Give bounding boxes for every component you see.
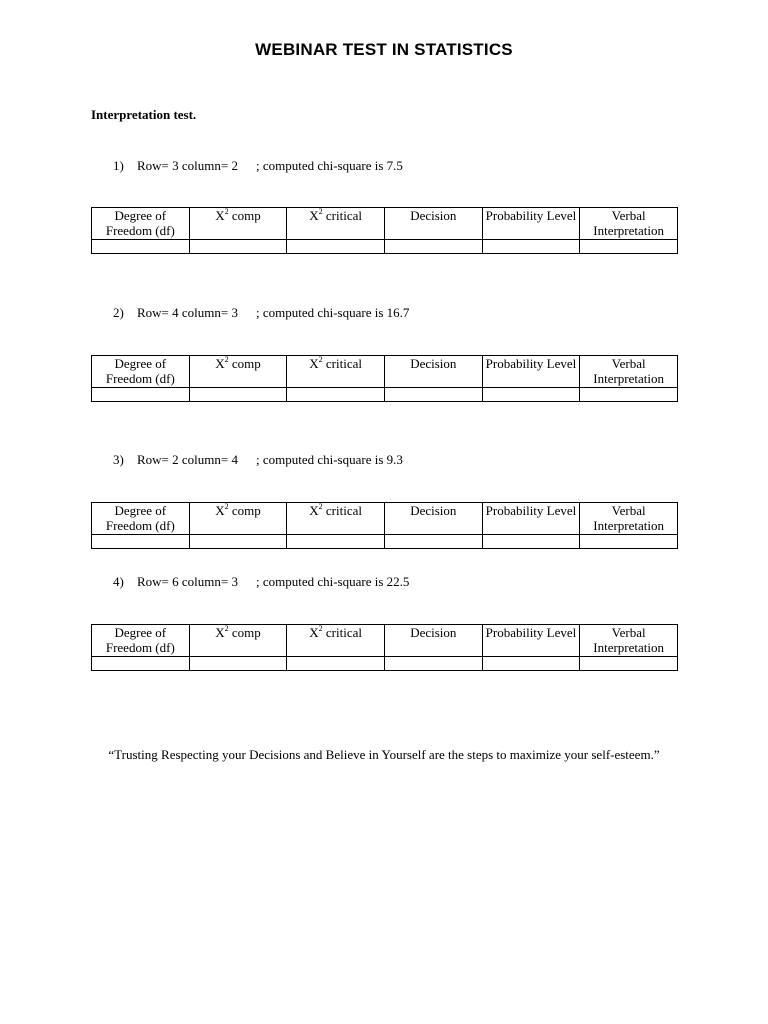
header-probability-level: Probability Level — [482, 625, 580, 657]
answer-table-2 — [91, 355, 678, 402]
header-x2-critical: $X^2$ critical — [287, 625, 385, 657]
header-x2-critical: $X^2$ critical — [287, 208, 385, 240]
question-number: 1) — [113, 158, 124, 173]
answer-cell-x2-critical[interactable] — [287, 535, 385, 549]
header-verbal-interpretation: Verbal Interpretation — [580, 356, 678, 388]
question-computed: ; computed chi-square is 16.7 — [255, 305, 410, 320]
answer-cell-x2-critical[interactable] — [287, 657, 385, 671]
answer-cell-df[interactable] — [92, 535, 190, 549]
answer-cell-x2-comp[interactable] — [189, 535, 287, 549]
header-verbal-interpretation: Verbal Interpretation — [580, 503, 678, 535]
header-decision: Decision — [384, 503, 482, 535]
table-header-row — [92, 503, 678, 535]
question-1 — [113, 158, 403, 174]
answer-cell-x2-comp[interactable] — [189, 240, 287, 254]
question-text: Row= 6 column= 3 — [137, 574, 238, 589]
document-title: WEBINAR TEST IN STATISTICS — [255, 40, 513, 59]
table-header-row — [92, 356, 678, 388]
question-text: Row= 4 column= 3 — [137, 305, 238, 320]
section-subtitle: Interpretation test. — [91, 107, 197, 122]
question-computed: ; computed chi-square is 22.5 — [255, 574, 410, 589]
header-x2-comp: $X^2$ comp — [189, 356, 287, 388]
answer-cell-x2-critical[interactable] — [287, 240, 385, 254]
header-degree-of-freedom: Degree of Freedom (df) — [92, 208, 190, 240]
header-degree-of-freedom: Degree of Freedom (df) — [92, 625, 190, 657]
question-4 — [113, 574, 409, 590]
answer-cell-decision[interactable] — [384, 535, 482, 549]
answer-cell-probability[interactable] — [482, 388, 580, 402]
answer-cell-df[interactable] — [92, 240, 190, 254]
answer-cell-decision[interactable] — [384, 240, 482, 254]
answer-cell-verbal[interactable] — [580, 535, 678, 549]
question-text: Row= 2 column= 4 — [137, 452, 238, 467]
answer-cell-probability[interactable] — [482, 240, 580, 254]
question-number: 2) — [113, 305, 124, 320]
answer-cell-decision[interactable] — [384, 657, 482, 671]
header-verbal-interpretation: Verbal Interpretation — [580, 208, 678, 240]
header-x2-critical: $X^2$ critical — [287, 503, 385, 535]
header-x2-comp: $X^2$ comp — [189, 208, 287, 240]
question-computed: ; computed chi-square is 9.3 — [255, 452, 403, 467]
table-header-row — [92, 625, 678, 657]
question-computed: ; computed chi-square is 7.5 — [255, 158, 403, 173]
table-answer-row — [92, 657, 678, 671]
answer-table-3 — [91, 502, 678, 549]
answer-cell-df[interactable] — [92, 657, 190, 671]
table-header-row — [92, 208, 678, 240]
closing-quote: “Trusting Respecting your Decisions and Believe in Yourself are the steps to maximize your self-esteem.” — [108, 747, 660, 762]
table-answer-row — [92, 388, 678, 402]
header-decision: Decision — [384, 625, 482, 657]
question-3 — [113, 452, 403, 468]
header-probability-level: Probability Level — [482, 356, 580, 388]
header-probability-level: Probability Level — [482, 503, 580, 535]
answer-cell-x2-comp[interactable] — [189, 388, 287, 402]
question-number: 3) — [113, 452, 124, 467]
answer-cell-verbal[interactable] — [580, 657, 678, 671]
answer-table-4 — [91, 624, 678, 671]
header-verbal-interpretation: Verbal Interpretation — [580, 625, 678, 657]
header-probability-level: Probability Level — [482, 208, 580, 240]
answer-cell-decision[interactable] — [384, 388, 482, 402]
answer-table-1 — [91, 207, 678, 254]
answer-cell-verbal[interactable] — [580, 240, 678, 254]
header-x2-critical: $X^2$ critical — [287, 356, 385, 388]
answer-cell-x2-comp[interactable] — [189, 657, 287, 671]
answer-cell-verbal[interactable] — [580, 388, 678, 402]
answer-cell-probability[interactable] — [482, 535, 580, 549]
header-x2-comp: $X^2$ comp — [189, 503, 287, 535]
table-answer-row — [92, 535, 678, 549]
question-number: 4) — [113, 574, 124, 589]
answer-cell-probability[interactable] — [482, 657, 580, 671]
answer-cell-x2-critical[interactable] — [287, 388, 385, 402]
header-decision: Decision — [384, 208, 482, 240]
table-answer-row — [92, 240, 678, 254]
header-x2-comp: $X^2$ comp — [189, 625, 287, 657]
question-2 — [113, 305, 409, 321]
question-text: Row= 3 column= 2 — [137, 158, 238, 173]
answer-cell-df[interactable] — [92, 388, 190, 402]
header-degree-of-freedom: Degree of Freedom (df) — [92, 356, 190, 388]
header-decision: Decision — [384, 356, 482, 388]
header-degree-of-freedom: Degree of Freedom (df) — [92, 503, 190, 535]
